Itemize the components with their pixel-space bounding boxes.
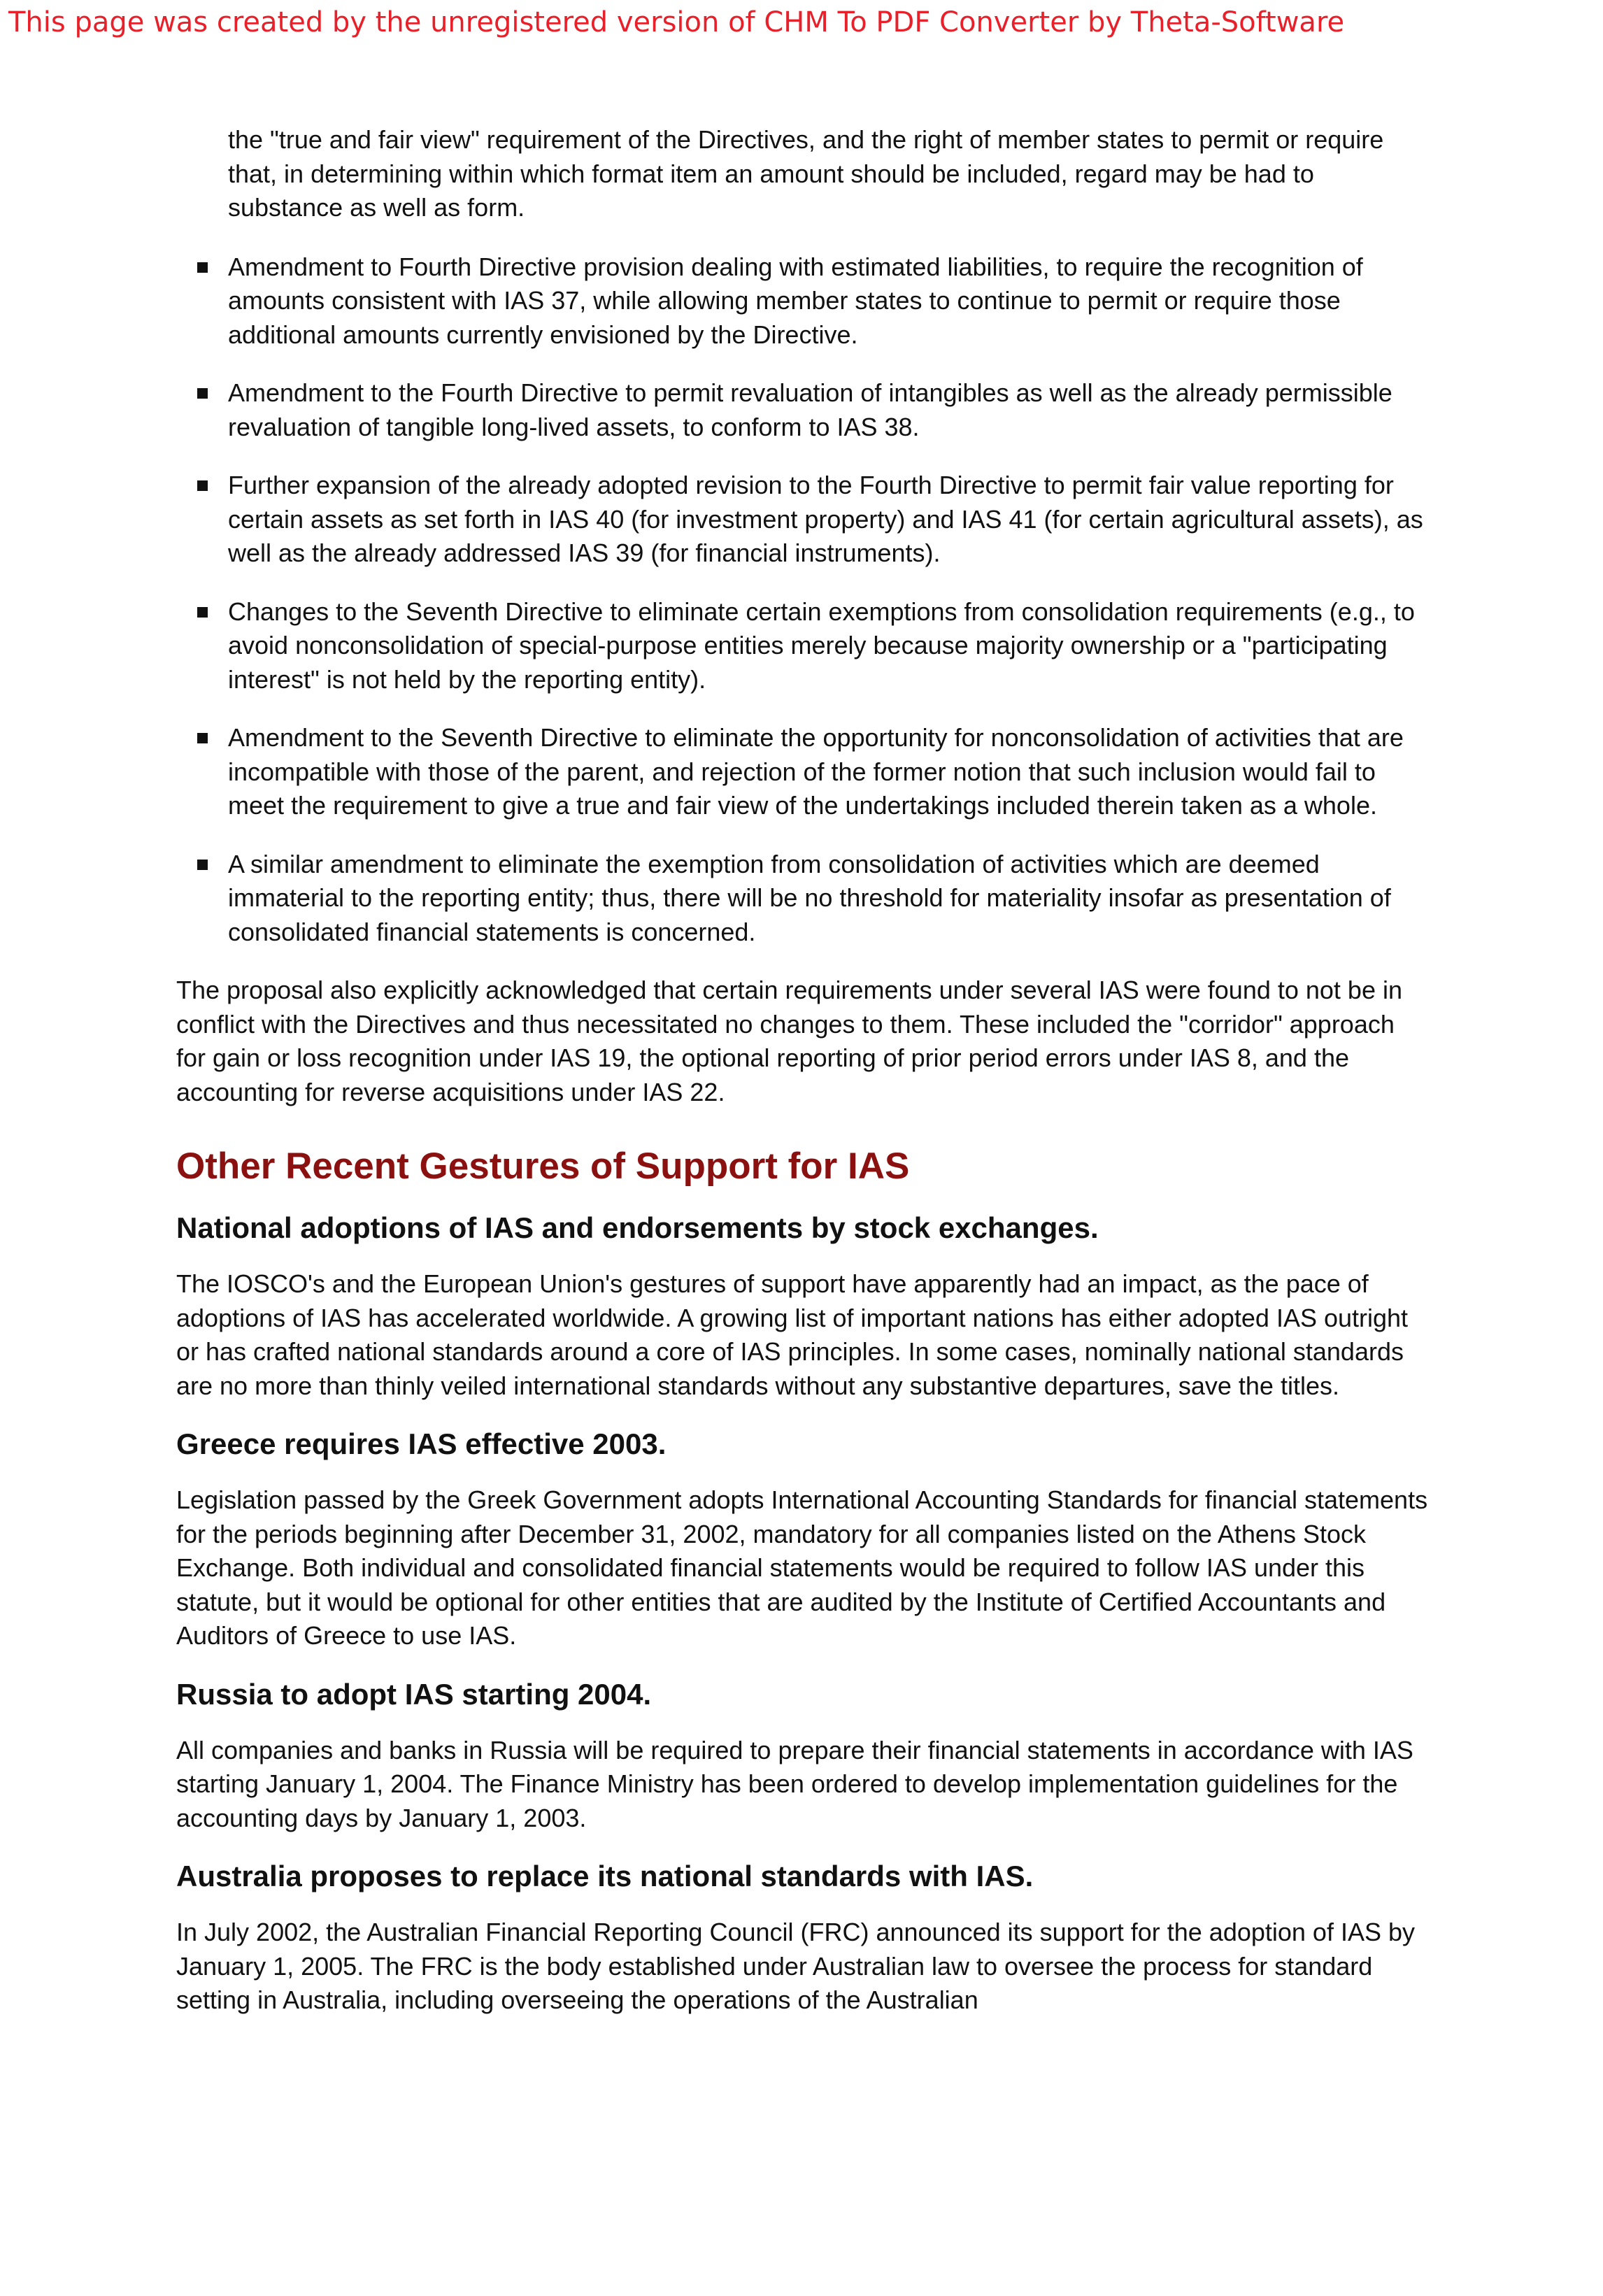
list-item bbox=[176, 469, 1428, 571]
list-item-text: Amendment to the Fourth Directive to permit revaluation of intangibles as well as the already permissible revaluation of tangible long-lived assets, to conform to IAS 38. bbox=[228, 378, 1392, 441]
square-bullet-icon bbox=[197, 607, 208, 618]
square-bullet-icon bbox=[197, 480, 208, 491]
list-item bbox=[176, 848, 1428, 950]
subsection-heading-national-adoptions: National adoptions of IAS and endorsements by stock exchanges. bbox=[176, 1211, 1099, 1244]
list-item-text: Changes to the Seventh Directive to eliminate certain exemptions from consolidation requirements (e.g., to avoid nonconsolidation of special-purpose entities merely because majority ownership or a "participating interest" is not held by the reporting entity). bbox=[228, 597, 1415, 694]
converter-watermark: This page was created by the unregistered version of CHM To PDF Converter by Theta-Software bbox=[8, 6, 1345, 38]
subsection-heading-australia: Australia proposes to replace its national standards with IAS. bbox=[176, 1860, 1034, 1892]
square-bullet-icon bbox=[197, 733, 208, 743]
subsection-text-greece: Legislation passed by the Greek Government adopts International Accounting Standards for financial statements for the periods beginning after December 31, 2002, mandatory for all companies listed on the Athens Stock Exchange. Both individual and consolidated financial statements would be required to follow IAS under this statute, but it would be optional for other entities that are audited by the Institute of Certified Accountants and Auditors of Greece to use IAS. bbox=[176, 1485, 1428, 1650]
subsection-text-australia: In July 2002, the Australian Financial Reporting Council (FRC) announced its support for the adoption of IAS by January 1, 2005. The FRC is the body established under Australian law to oversee the process for standard setting in Australia, including overseeing the operations of the Australian bbox=[176, 1918, 1415, 2014]
square-bullet-icon bbox=[197, 388, 208, 399]
subsection-text-russia: All companies and banks in Russia will be required to prepare their financial statements in accordance with IAS starting January 1, 2004. The Finance Ministry has been ordered to develop implementation guidelines for the accounting days by January 1, 2003. bbox=[176, 1735, 1413, 1832]
list-item-text: A similar amendment to eliminate the exemption from consolidation of activities which are deemed immaterial to the reporting entity; thus, there will be no threshold for materiality insofar as presentation of consolidated financial statements is concerned. bbox=[228, 849, 1391, 946]
section-title: Other Recent Gestures of Support for IAS bbox=[176, 1146, 910, 1187]
list-item bbox=[176, 595, 1428, 697]
amendments-list bbox=[176, 250, 1428, 950]
subsection-heading-greece: Greece requires IAS effective 2003. bbox=[176, 1427, 667, 1460]
list-item bbox=[176, 376, 1428, 444]
list-item bbox=[176, 721, 1428, 823]
list-item-text: Further expansion of the already adopted revision to the Fourth Directive to permit fair value reporting for certain assets as set forth in IAS 40 (for investment property) and IAS 41 (for certain agricultural assets), as well as the already addressed IAS 39 (for financial instruments). bbox=[228, 471, 1423, 567]
subsection-heading-russia: Russia to adopt IAS starting 2004. bbox=[176, 1677, 652, 1711]
square-bullet-icon bbox=[197, 860, 208, 870]
list-item-text: Amendment to the Seventh Directive to eliminate the opportunity for nonconsolidation of activities that are incompatible with those of the parent, and rejection of the former notion that such inclusion would fail to meet the requirement to give a true and fair view of the undertakings included therein taken as a whole. bbox=[228, 723, 1404, 820]
square-bullet-icon bbox=[197, 262, 208, 273]
proposal-paragraph: The proposal also explicitly acknowledged that certain requirements under several IAS were found to not be in conflict with the Directives and thus necessitated no changes to them. These included the "corridor" approach for gain or loss recognition under IAS 19, the optional reporting of prior period errors under IAS 8, and the accounting for reverse acquisitions under IAS 22. bbox=[176, 976, 1402, 1106]
list-item-text: Amendment to Fourth Directive provision dealing with estimated liabilities, to require the recognition of amounts consistent with IAS 37, while allowing member states to continue to permit or require those additional amounts currently envisioned by the Directive. bbox=[228, 252, 1363, 349]
page-content bbox=[176, 123, 1428, 2041]
list-item bbox=[176, 250, 1428, 352]
subsection-text-national-adoptions: The IOSCO's and the European Union's gestures of support have apparently had an impact, as the pace of adoptions of IAS has accelerated worldwide. A growing list of important nations has either adopted IAS outright or has crafted national standards around a core of IAS principles. In some cases, nominally national standards are no more than thinly veiled international standards without any substantive departures, save the titles. bbox=[176, 1269, 1409, 1400]
continued-bullet-text: the "true and fair view" requirement of the Directives, and the right of member states to permit or require that, in determining within which format item an amount should be included, regard may be had to substance as well as form. bbox=[228, 125, 1384, 222]
